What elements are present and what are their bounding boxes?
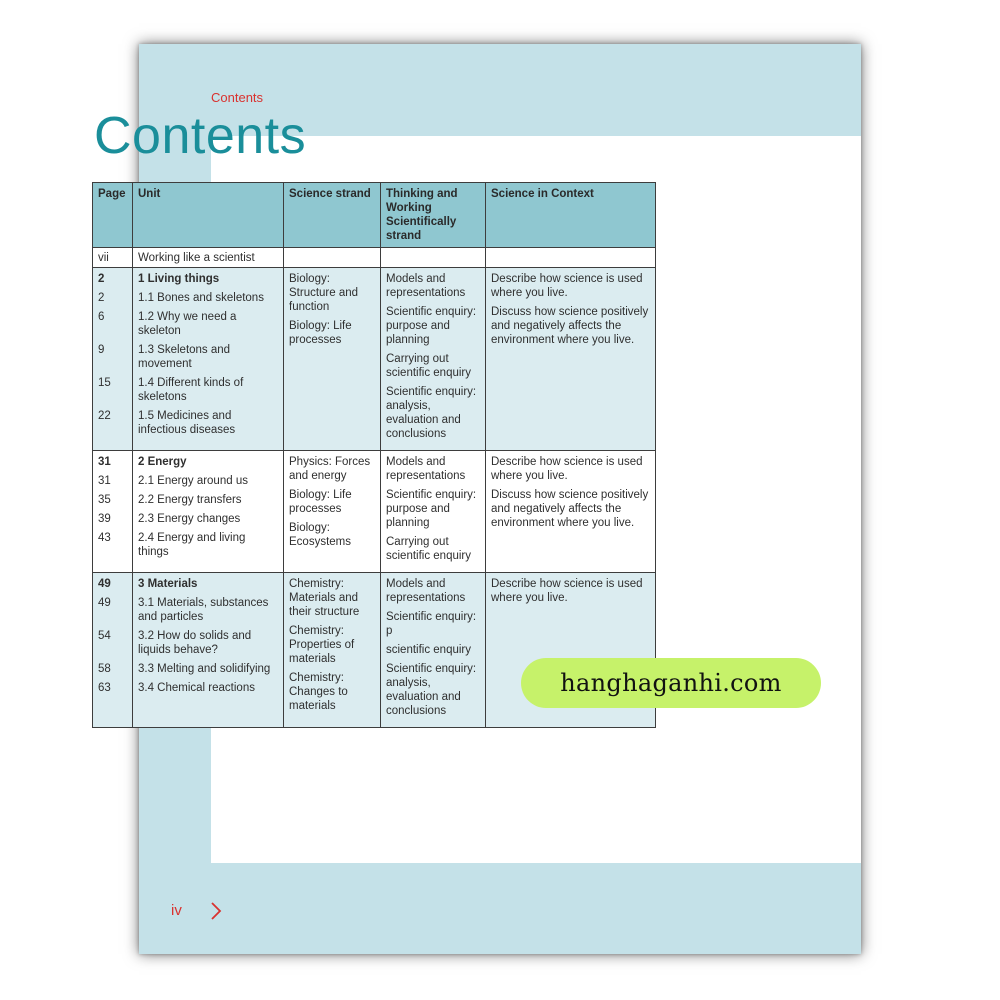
- page-number-entry: 39: [98, 513, 111, 525]
- unit-entry: 2.2 Energy transfers: [138, 494, 242, 506]
- unit-entry: 1.1 Bones and skeletons: [138, 292, 264, 304]
- tws-entry: Carrying out scientific enquiry: [386, 536, 472, 562]
- empty-cell: [381, 248, 486, 268]
- unit-entry: 1.5 Medicines and infectious diseases: [138, 410, 236, 436]
- strand-entry: Chemistry: Materials and their structure: [289, 578, 360, 618]
- unit-entry: 1.2 Why we need a skeleton: [138, 311, 237, 337]
- tws-entry: Scientific enquiry: purpose and planning: [386, 306, 477, 346]
- unit-entry: 3.3 Melting and solidifying: [138, 663, 271, 675]
- strand-entry: Chemistry: Changes to materials: [289, 672, 348, 712]
- unit-entry: 2.3 Energy changes: [138, 513, 241, 525]
- tws-entry: Carrying out scientific enquiry: [386, 353, 472, 379]
- page-number-entry: 2: [98, 273, 105, 285]
- science-strand-cell: [284, 268, 381, 451]
- unit-cell: [133, 268, 284, 451]
- strand-entry: Chemistry: Properties of materials: [289, 625, 355, 665]
- intro-page-cell: vii: [93, 248, 133, 268]
- context-entry: Describe how science is used where you live.: [491, 456, 643, 482]
- unit-entry: 3 Materials: [138, 578, 198, 590]
- science-in-context-cell: [486, 268, 656, 451]
- strand-entry: Biology: Life processes: [289, 320, 352, 346]
- context-entry: Discuss how science positively and negatively affects the environment where you live.: [491, 489, 649, 529]
- watermark-badge: hanghaganhi.com: [521, 658, 821, 708]
- science-strand-cell: [284, 573, 381, 728]
- unit-entry: 2 Energy: [138, 456, 187, 468]
- context-entry: Describe how science is used where you live.: [491, 578, 643, 604]
- table-row: [93, 248, 656, 268]
- unit-entry: 2.4 Energy and living things: [138, 532, 246, 558]
- unit-entry: 1.4 Different kinds of skeletons: [138, 377, 244, 403]
- page-number-entry: 2: [98, 292, 105, 304]
- running-head: Contents: [211, 90, 264, 105]
- contents-table: [92, 182, 656, 728]
- page-number-entry: 31: [98, 475, 111, 487]
- table-row: [93, 268, 656, 451]
- page-title: Contents: [94, 107, 307, 165]
- tws-entry: Models and representations: [386, 578, 466, 604]
- table-header-row: [93, 183, 656, 248]
- page-cell: [93, 573, 133, 728]
- tws-entry: Models and representations: [386, 456, 466, 482]
- unit-entry: 1.3 Skeletons and movement: [138, 344, 231, 370]
- page-cell: [93, 451, 133, 573]
- header-page: Page: [93, 183, 133, 248]
- page-number-entry: 58: [98, 663, 111, 675]
- table-row: [93, 451, 656, 573]
- unit-entry: 1 Living things: [138, 273, 220, 285]
- strand-entry: Biology: Ecosystems: [289, 522, 351, 548]
- thinking-working-cell: [381, 268, 486, 451]
- intro-unit-cell: Working like a scientist: [133, 248, 284, 268]
- page-number-entry: 49: [98, 578, 111, 590]
- thinking-working-cell: [381, 573, 486, 728]
- unit-entry: 2.1 Energy around us: [138, 475, 248, 487]
- unit-entry: 3.1 Materials, substances and particles: [138, 597, 269, 623]
- thinking-working-cell: [381, 451, 486, 573]
- strand-entry: Biology: Structure and function: [289, 273, 359, 313]
- page-number-entry: 31: [98, 456, 111, 468]
- page-number-entry: 54: [98, 630, 111, 642]
- unit-cell: [133, 451, 284, 573]
- header-science-in-context: Science in Context: [486, 183, 656, 248]
- strand-entry: Biology: Life processes: [289, 489, 352, 515]
- page-number-entry: 63: [98, 682, 111, 694]
- tws-entry: Scientific enquiry: purpose and planning: [386, 489, 477, 529]
- header-unit: Unit: [133, 183, 284, 248]
- header-science-strand: Science strand: [284, 183, 381, 248]
- chevron-right-icon[interactable]: [207, 900, 225, 922]
- page-number-entry: 43: [98, 532, 111, 544]
- page-number-entry: 6: [98, 311, 105, 323]
- tws-entry: Scientific enquiry: analysis, evaluation and conclusions: [386, 386, 477, 440]
- science-in-context-cell: [486, 451, 656, 573]
- page-number: iv: [171, 902, 182, 919]
- tws-entry: scientific enquiry: [386, 644, 472, 656]
- tws-entry: Scientific enquiry: analysis, evaluation and conclusions: [386, 663, 477, 717]
- page-number-entry: 35: [98, 494, 111, 506]
- header-thinking-working: Thinking and Working Scientifically strand: [381, 183, 486, 248]
- context-entry: Describe how science is used where you live.: [491, 273, 643, 299]
- tws-entry: Scientific enquiry: p: [386, 611, 477, 637]
- page-number-entry: 49: [98, 597, 111, 609]
- empty-cell: [284, 248, 381, 268]
- empty-cell: [486, 248, 656, 268]
- context-entry: Discuss how science positively and negatively affects the environment where you live.: [491, 306, 649, 346]
- tws-entry: Models and representations: [386, 273, 466, 299]
- page-cell: [93, 268, 133, 451]
- unit-entry: 3.2 How do solids and liquids behave?: [138, 630, 252, 656]
- strand-entry: Physics: Forces and energy: [289, 456, 371, 482]
- page-number-entry: 9: [98, 344, 105, 356]
- unit-cell: [133, 573, 284, 728]
- page-number-entry: 22: [98, 410, 111, 422]
- science-strand-cell: [284, 451, 381, 573]
- page-number-entry: 15: [98, 377, 111, 389]
- unit-entry: 3.4 Chemical reactions: [138, 682, 255, 694]
